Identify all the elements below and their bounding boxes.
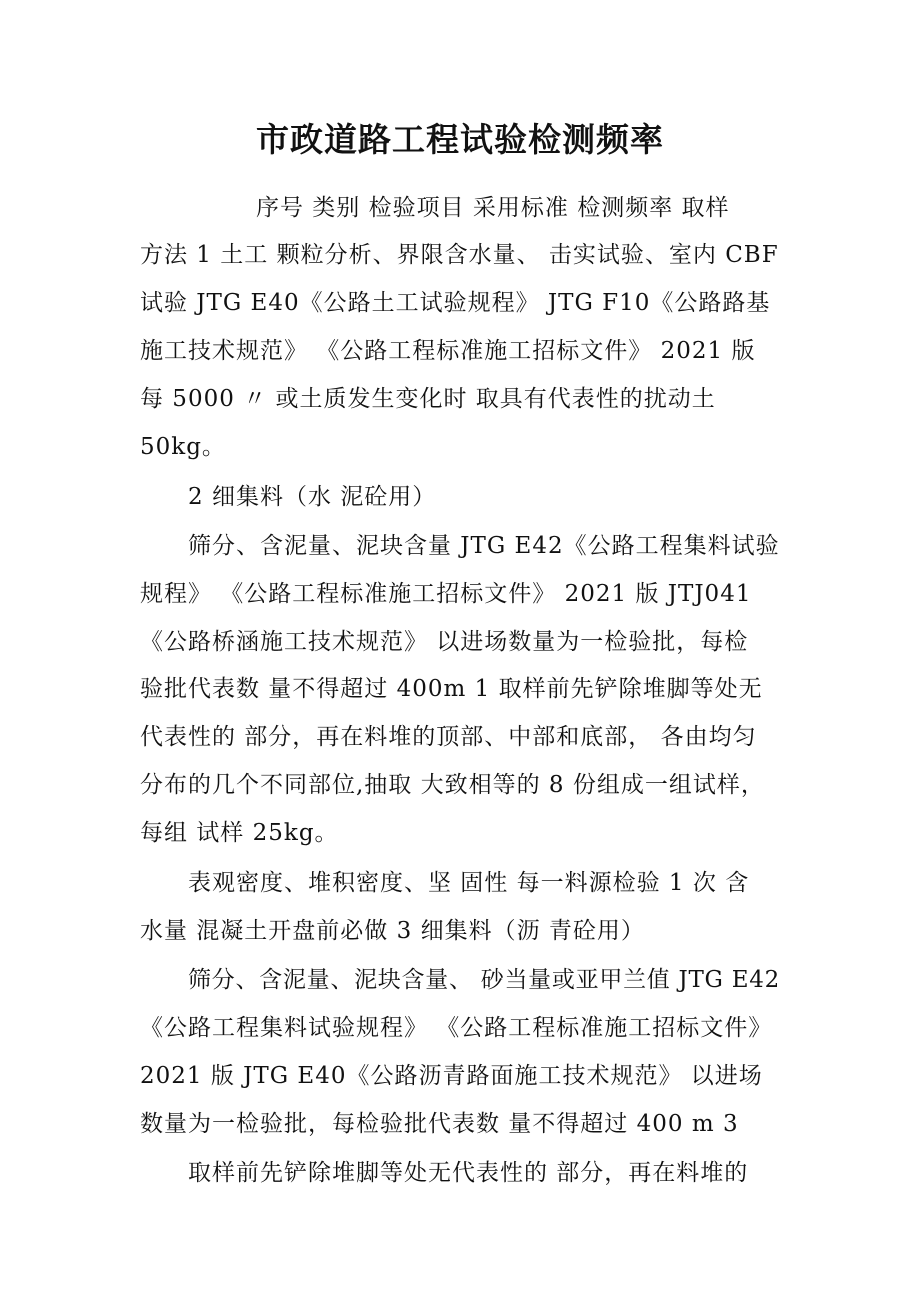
text-line: 序号 类别 检验项目 采用标准 检测频率 取样: [256, 195, 730, 221]
text-line: 水量 混凝土开盘前必做 3 细集料（沥 青砼用）: [140, 918, 645, 944]
text-line: 施工技术规范》 《公路工程标准施工招标文件》 2021 版: [140, 338, 756, 364]
text-line: 分布的几个不同部位,抽取 大致相等的 8 份组成一组试样，: [140, 772, 765, 798]
text-line: 筛分、含泥量、泥块含量 JTG E42《公路工程集料试验: [188, 533, 780, 559]
text-line: 《公路桥涵施工技术规范》 以进场数量为一检验批，每检: [140, 629, 749, 655]
text-line: 验批代表数 量不得超过 400m 1 取样前先铲除堆脚等处无: [140, 676, 763, 702]
text-line: 《公路工程集料试验规程》 《公路工程标准施工招标文件》: [140, 1015, 773, 1041]
text-line: 2 细集料（水 泥砼用）: [188, 484, 437, 510]
text-line: 每 5000 〃 或土质发生变化时 取具有代表性的扰动土: [140, 386, 716, 412]
text-line: 取样前先铲除堆脚等处无代表性的 部分，再在料堆的: [188, 1160, 749, 1186]
text-line: 50kg。: [140, 434, 226, 460]
text-line: 试验 JTG E40《公路土工试验规程》 JTG F10《公路路基: [140, 290, 771, 316]
text-line: 规程》 《公路工程标准施工招标文件》 2021 版 JTJ041: [140, 581, 752, 607]
text-line: 代表性的 部分，再在料堆的顶部、中部和底部， 各由均匀: [140, 724, 757, 750]
text-line: 数量为一检验批，每检验批代表数 量不得超过 400 m 3: [140, 1111, 739, 1137]
text-line: 每组 试样 25kg。: [140, 820, 339, 846]
text-line: 筛分、含泥量、泥块含量、 砂当量或亚甲兰值 JTG E42: [188, 967, 780, 993]
text-line: 表观密度、堆积密度、坚 固性 每一料源检验 1 次 含: [188, 870, 750, 896]
text-line: 2021 版 JTG E40《公路沥青路面施工技术规范》 以进场: [140, 1063, 763, 1089]
document-title: 市政道路工程试验检测频率: [256, 120, 664, 159]
text-line: 方法 1 土工 颗粒分析、界限含水量、 击实试验、室内 CBF: [140, 242, 779, 268]
